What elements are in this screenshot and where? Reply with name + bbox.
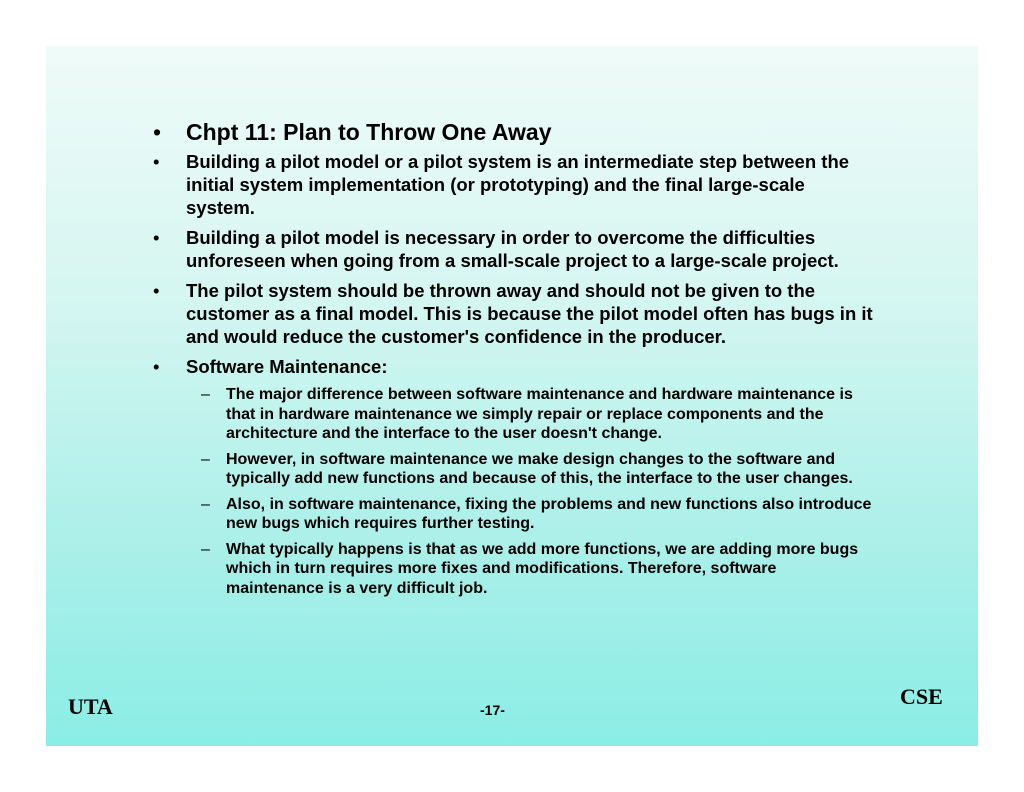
bullet-marker: • — [153, 356, 160, 377]
bullet-text: Software Maintenance: — [186, 356, 388, 377]
page-number: -17- — [480, 702, 505, 718]
sub-bullet-text: However, in software maintenance we make design changes to the software and typically add new functions and because of this, the interface to the user changes. — [226, 450, 853, 487]
sub-bullet-list — [186, 385, 873, 598]
footer-cse-label: CSE — [900, 684, 943, 709]
sub-bullet-item — [186, 385, 873, 444]
bullet-item — [153, 355, 873, 598]
bullet-item — [153, 150, 873, 219]
sub-bullet-marker: – — [201, 540, 210, 558]
sub-bullet-item — [186, 495, 873, 534]
bullet-marker: • — [153, 119, 162, 145]
sub-bullet-marker: – — [201, 495, 210, 513]
bullet-item — [153, 279, 873, 348]
sub-bullet-text: Also, in software maintenance, fixing the problems and new functions also introduce new bugs which requires further testing. — [226, 495, 872, 532]
bullet-marker: • — [153, 151, 160, 172]
slide — [46, 46, 978, 746]
sub-bullet-item — [186, 450, 873, 489]
footer-uta-label: UTA — [68, 694, 113, 719]
sub-bullet-marker: – — [201, 450, 210, 468]
bullet-list — [153, 118, 873, 598]
bullet-text: Building a pilot model or a pilot system is an intermediate step between the initial system implementation (or prototyping) and the final large-scale system. — [186, 151, 850, 218]
bullet-item — [153, 118, 873, 146]
slide-content — [153, 118, 873, 605]
sub-bullet-marker: – — [201, 386, 210, 403]
bullet-text: Building a pilot model is necessary in order to overcome the difficulties unforeseen when going from a small-scale project to a large-scale project. — [186, 227, 839, 271]
sub-bullet-text: What typically happens is that as we add more functions, we are adding more bugs which in turn requires more fixes and modifications. Therefore, software maintenance is a very difficult job. — [226, 540, 859, 597]
bullet-item — [153, 226, 873, 272]
bullet-marker: • — [153, 280, 160, 301]
sub-bullet-text: The major difference between software maintenance and hardware maintenance is that in hardware maintenance we simply repair or replace components and the architecture and the interface to the user doesn't change. — [226, 386, 853, 442]
bullet-text: Chpt 11: Plan to Throw One Away — [186, 119, 552, 145]
bullet-marker: • — [153, 227, 160, 248]
sub-bullet-item — [186, 540, 873, 599]
bullet-text: The pilot system should be thrown away and should not be given to the customer as a final model. This is because the pilot model often has bugs in it and would reduce the customer's confidence in the producer. — [186, 280, 873, 347]
